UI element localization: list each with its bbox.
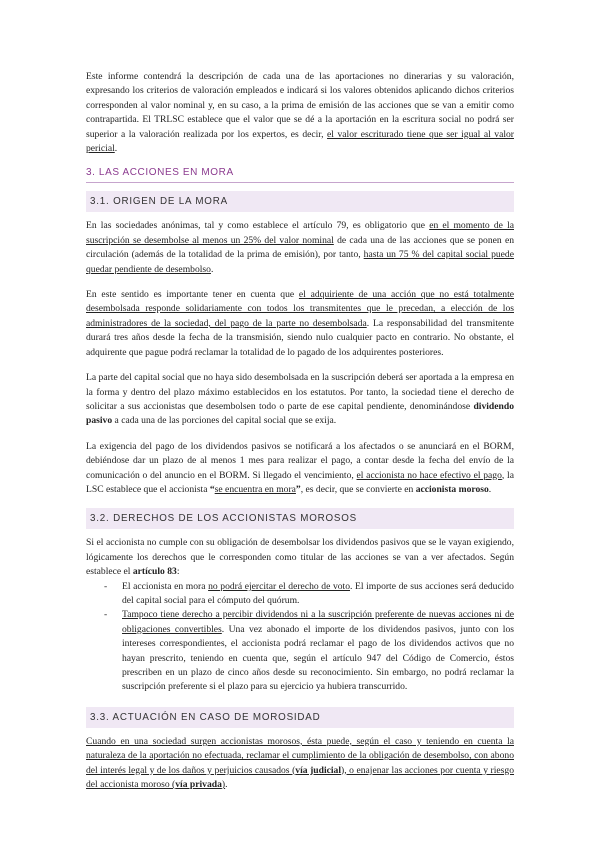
underlined-text: ), o enajenar las acciones por cuenta y riesgo del accionista moroso ( <box>86 764 515 791</box>
text-span: . La responsabilidad del transmitente durará tres años desde la fecha de la transmisión, siendo nulo cualquier pacto en contrario. No obstante, el adquirente que pague podrá reclamar la totalidad de lo pagado de los adquirentes posteriores. <box>86 317 514 358</box>
text-span: a cada una de las porciones del capital social que se exija. <box>112 415 337 427</box>
underlined-text: ) <box>221 779 226 791</box>
bold-underlined-text: vía privada <box>175 779 222 791</box>
text-span: , es decir, que se convierte en <box>300 483 416 495</box>
underlined-text: Tampoco tiene derecho a percibir dividendos ni a la suscripción preferente de nuevas acciones ni de obligaciones convertibles <box>122 609 514 635</box>
underlined-text: el accionista no hace efectivo el pago <box>356 469 502 481</box>
rights-list <box>86 580 514 695</box>
underlined-text: el adquiriente de una acción que no está totalmente desembolsada responde solidariamente con todos los transmitentes que le precedan, a elección de los administradores de la sociedad, del pago de la parte no desembolsada <box>86 289 514 329</box>
text-span: La parte del capital social que no haya sido desembolsada en la suscripción deberá ser aportada a la empresa en la forma y dentro del plazo máximo establecidos en los estatutos. Por tanto, la sociedad tiene el derecho de solicitar a sus accionistas que desembolsen todo o parte de ese capital pendiente, denominándose <box>86 372 514 412</box>
list-item <box>86 580 514 609</box>
paragraph <box>86 288 514 360</box>
list-dash: - <box>104 580 108 592</box>
intro-paragraph <box>86 70 514 156</box>
underlined-text: hasta un 75 % del capital social puede quedar pendiente de desembolso <box>86 249 514 275</box>
subsection-title-actuacion: 3.3. ACTUACIÓN EN CASO DE MOROSIDAD <box>86 707 514 728</box>
paragraph <box>86 440 514 498</box>
bold-text: dividendo pasivo <box>86 400 514 427</box>
underlined-text: no podrá ejercitar el derecho de voto <box>208 580 350 592</box>
list-dash: - <box>104 609 108 621</box>
text-span: Si el accionista no cumple con su obligación de desembolsar los dividendos pasivos que se le vayan exigiendo, lógicamente los derechos que le corresponden como titular de las acciones se van a ver afectados. Según establece el <box>86 537 514 578</box>
text-span: . El importe de sus acciones será deducido del capital social para el cómputo del quórum. <box>122 580 514 606</box>
text-span: La exigencia del pago de los dividendos pasivos se notificará a los afectados o se anunciará en el BORM, debiéndose dar un plazo de al menos 1 mes para realizar el pago, a contar desde la fecha del envío de la comunicación o del anuncio en el BORM. Si llegado el vencimiento, <box>86 440 514 481</box>
text-span: . Una vez abonado el importe de los dividendos pasivos, junto con los intereses correspondientes, el accionista podrá reclamar el pago de los dividendos activos que no hayan prescrito, teniendo en cuenta que, según el artículo 947 del Código de Comercio, éstos prescriben en un plazo de cinco años desde su reconocimiento. Sin embargo, no podrá reclamar la suscripción preferente si el plazo para su ejercicio ya hubiera transcurrido. <box>122 623 514 693</box>
text-span: . <box>210 263 214 275</box>
quote-mark: ” <box>295 483 301 495</box>
text-span: Este informe contendrá la descripción de cada una de las aportaciones no dinerarias y su valoración, expresando los criterios de valoración empleados e indicará si los valores obtenidos aplicando dichos criterios corresponden al valor nominal y, en su caso, a la prima de emisión de las acciones que se van a emitir como contrapartida. El TRLSC establece que el valor que se dé a la aportación en la escritura social no podrá ser superior a la valoración realizada por los expertos, es decir, <box>86 71 514 140</box>
section-title: 3. LAS ACCIONES EN MORA <box>86 164 514 183</box>
underlined-text: Cuando en una sociedad surgen accionistas morosos, ésta puede, según el caso y teniendo en cuenta la naturaleza de la aportación no efectuada, reclamar el cumplimiento de la obligación de desembolso, con abono del interés legal y de los daños y perjuicios causados ( <box>86 735 514 776</box>
text-span: . <box>114 143 118 155</box>
underlined-text: se encuentra en mora <box>214 483 296 495</box>
paragraph <box>86 371 514 429</box>
paragraph <box>86 536 514 579</box>
bold-underlined-text: vía judicial <box>295 764 342 776</box>
text-span: , la LSC establece que el accionista <box>86 469 514 495</box>
subsection-title-origen: 3.1. ORIGEN DE LA MORA <box>86 191 514 212</box>
underlined-text: el valor escriturado tiene que ser igual al valor pericial <box>86 128 514 155</box>
underlined-text: en el momento de la suscripción se desembolse al menos un 25% del valor nominal <box>86 220 514 246</box>
document-body <box>86 70 514 792</box>
bold-text: artículo 83 <box>132 566 177 578</box>
text-span: En este sentido es importante tener en cuenta que <box>86 289 299 301</box>
text-span: : <box>176 566 180 578</box>
quote-mark: “ <box>209 483 215 495</box>
paragraph <box>86 219 514 277</box>
text-span: de cada una de las acciones que se ponen en circulación (además de la totalidad de la prima de emisión), por tanto, <box>86 234 514 261</box>
text-span: En las sociedades anónimas, tal y como establece el artículo 79, es obligatorio que <box>86 220 430 232</box>
text-span: . <box>488 483 492 495</box>
bold-text: accionista moroso <box>415 483 489 495</box>
paragraph <box>86 735 514 793</box>
list-item <box>86 608 514 694</box>
text-span: El accionista en mora <box>122 580 209 592</box>
subsection-title-derechos: 3.2. DERECHOS DE LOS ACCIONISTAS MOROSOS <box>86 508 514 529</box>
text-span: . <box>225 779 228 791</box>
